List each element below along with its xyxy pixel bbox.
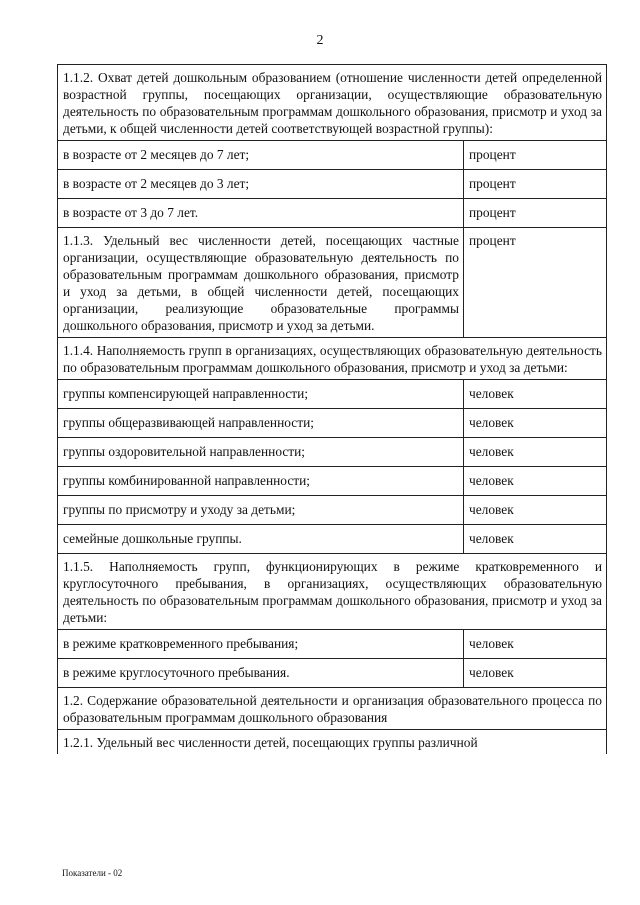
table-row: [58, 438, 607, 467]
row-unit: процент: [464, 199, 607, 228]
section-header-1-1-5: 1.1.5. Наполняемость групп, функционирующих в режиме кратковременного и круглосуточного пребывания, в организациях, осуществляющих образовательную деятельность по образовательным программам дошкольного образования, присмотр и уход за детьми:: [58, 554, 607, 630]
row-label: группы компенсирующей направленности;: [58, 380, 464, 409]
row-unit: человек: [464, 630, 607, 659]
table-row: [58, 199, 607, 228]
footer-label: Показатели - 02: [62, 868, 123, 878]
table-row: [58, 228, 607, 338]
table-row: [58, 380, 607, 409]
row-label-1-1-3: 1.1.3. Удельный вес численности детей, посещающих частные организации, осуществляющие образовательную деятельность по образовательным программам дошкольного образования, присмотр и уход за детьми, в общей численности детей, посещающих организации, реализующие образовательные программы дошкольного образования, присмотр и уход за детьми.: [58, 228, 464, 338]
row-label: в режиме круглосуточного пребывания.: [58, 659, 464, 688]
row-unit: процент: [464, 228, 607, 338]
section-header-1-1-2: 1.1.2. Охват детей дошкольным образованием (отношение численности детей определенной возрастной группы, посещающих организации, осуществляющие образовательную деятельность по образовательным программам дошкольного образования, присмотр и уход за детьми, к общей численности детей соответствующей возрастной группы):: [58, 65, 607, 141]
row-unit: человек: [464, 467, 607, 496]
row-unit: человек: [464, 438, 607, 467]
table-row: [58, 630, 607, 659]
row-label: группы комбинированной направленности;: [58, 467, 464, 496]
row-label: семейные дошкольные группы.: [58, 525, 464, 554]
section-header-1-2-1: 1.2.1. Удельный вес численности детей, посещающих группы различной: [58, 730, 607, 755]
table-row: [58, 467, 607, 496]
table-row: [58, 525, 607, 554]
page-number: 2: [316, 33, 324, 48]
row-unit: человек: [464, 525, 607, 554]
row-unit: человек: [464, 496, 607, 525]
row-label: в возрасте от 3 до 7 лет.: [58, 199, 464, 228]
table-row: [58, 659, 607, 688]
row-label: группы по присмотру и уходу за детьми;: [58, 496, 464, 525]
table-row: [58, 496, 607, 525]
table-row: [58, 730, 607, 755]
row-label: группы общеразвивающей направленности;: [58, 409, 464, 438]
row-label: группы оздоровительной направленности;: [58, 438, 464, 467]
table-row: [58, 65, 607, 141]
row-unit: процент: [464, 170, 607, 199]
table-row: [58, 170, 607, 199]
row-unit: человек: [464, 380, 607, 409]
table-row: [58, 409, 607, 438]
row-unit: человек: [464, 409, 607, 438]
table-row: [58, 554, 607, 630]
row-unit: человек: [464, 659, 607, 688]
row-unit: процент: [464, 141, 607, 170]
row-label: в возрасте от 2 месяцев до 7 лет;: [58, 141, 464, 170]
section-header-1-1-4: 1.1.4. Наполняемость групп в организациях, осуществляющих образовательную деятельность по образовательным программам дошкольного образования, присмотр и уход за детьми:: [58, 338, 607, 380]
indicators-table: [57, 64, 607, 754]
section-header-1-2: 1.2. Содержание образовательной деятельности и организация образовательного процесса по образовательным программам дошкольного образования: [58, 688, 607, 730]
row-label: в режиме кратковременного пребывания;: [58, 630, 464, 659]
row-label: в возрасте от 2 месяцев до 3 лет;: [58, 170, 464, 199]
table-row: [58, 338, 607, 380]
table-row: [58, 688, 607, 730]
table-row: [58, 141, 607, 170]
